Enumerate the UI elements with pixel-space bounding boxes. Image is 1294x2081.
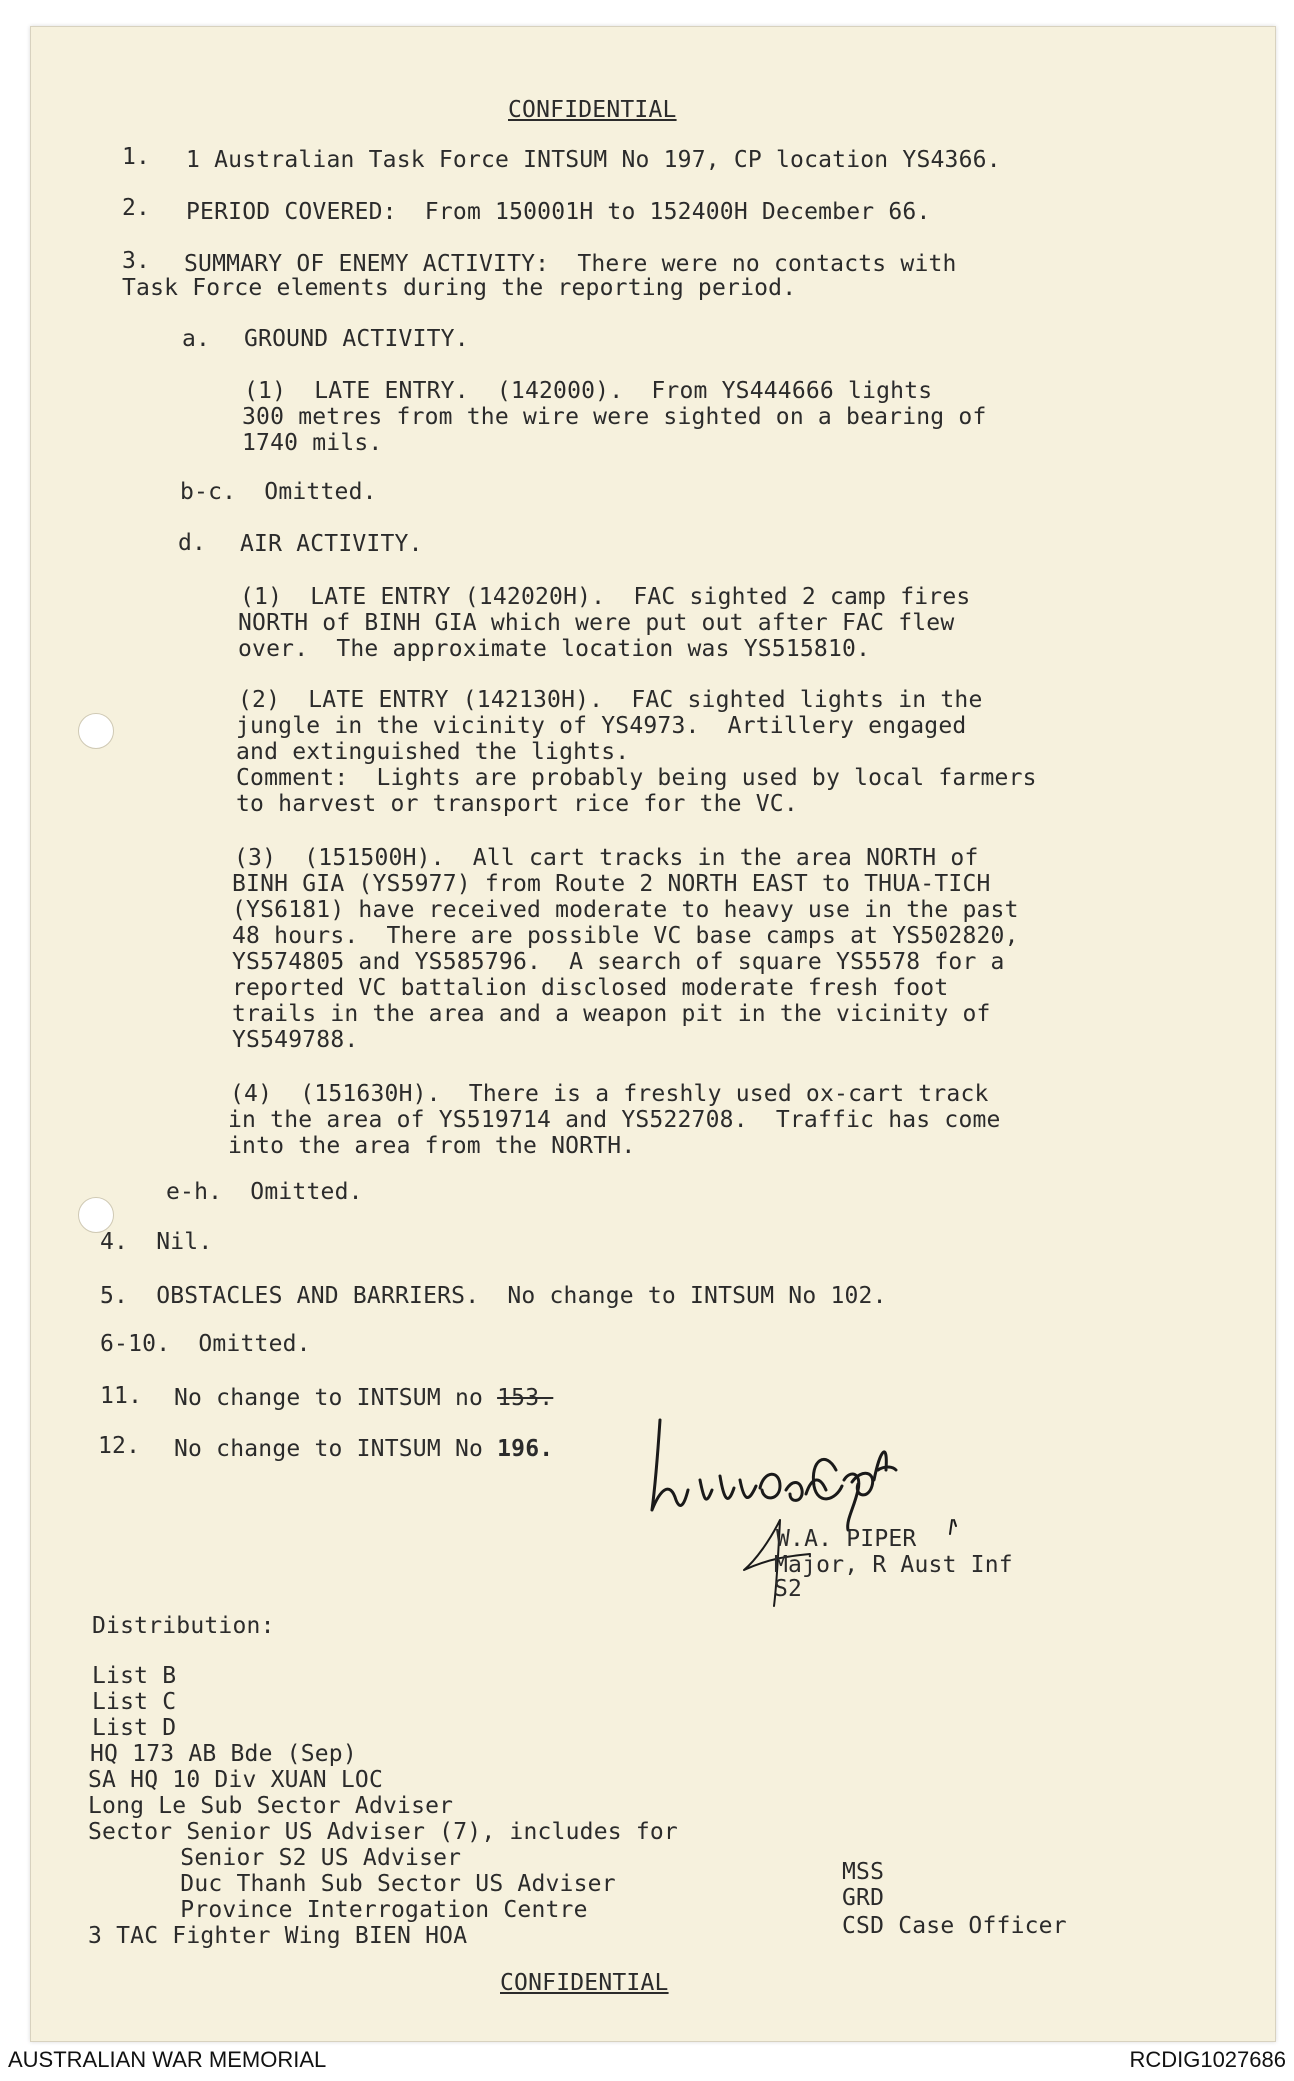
text-line: YS549788. [232,1027,359,1053]
text-line: BINH GIA (YS5977) from Route 2 NORTH EAST to THUA-TICH [232,871,991,897]
document-page [30,26,1276,2042]
list-item: Province Interrogation Centre [96,1897,588,1923]
text-line: YS574805 and YS585796. A search of square YS5578 for a [232,949,1005,975]
para-11-text [174,1386,553,1410]
para-4: 4. Nil. [100,1229,213,1255]
sub-d-label: d. [178,530,207,556]
distribution-title: Distribution: [92,1613,275,1639]
para-2-text: PERIOD COVERED: From 150001H to 152400H December 66. [186,199,931,225]
para-3-line1: SUMMARY OF ENEMY ACTIVITY: There were no contacts with [184,251,957,277]
confidential-footer: CONFIDENTIAL [500,1970,669,1996]
signatory-rank: Major, R Aust Inf [774,1552,1013,1578]
record-id: RCDIG1027686 [1129,2047,1286,2072]
para-12-body: No change to INTSUM No [174,1436,498,1462]
para-12-text [174,1437,553,1461]
para-6-10: 6-10. Omitted. [100,1331,311,1357]
para-12-number: 12. [98,1433,141,1459]
sub-d-title: AIR ACTIVITY. [240,531,423,557]
punch-hole-bottom [78,1197,114,1233]
text-line: jungle in the vicinity of YS4973. Artillery engaged [236,713,967,739]
list-item: List B [92,1663,177,1689]
text-line: (1) LATE ENTRY. (142000). From YS444666 lights [244,378,933,404]
list-item: Sector Senior US Adviser (7), includes for [88,1819,678,1845]
list-item: CSD Case Officer [842,1913,1067,1939]
text-line: reported VC battalion disclosed moderate fresh foot [232,975,949,1001]
text-line: (4) (151630H). There is a freshly used ox-cart track [230,1081,989,1107]
para-11-number: 11. [100,1383,143,1409]
para-12-ref: 196. [497,1436,554,1462]
list-item: List D [92,1715,177,1741]
list-item: SA HQ 10 Div XUAN LOC [88,1767,383,1793]
punch-hole-top [78,713,114,749]
text-line: 1740 mils. [242,430,383,456]
sub-a-label: a. [182,326,211,352]
list-item: HQ 173 AB Bde (Sep) [90,1741,357,1767]
text-line: and extinguished the lights. [236,739,630,765]
list-item: GRD [842,1885,885,1911]
list-item: Duc Thanh Sub Sector US Adviser [96,1871,616,1897]
text-line: (1) LATE ENTRY (142020H). FAC sighted 2 camp fires [240,584,971,610]
para-5: 5. OBSTACLES AND BARRIERS. No change to INTSUM No 102. [100,1283,887,1309]
sub-b-c: b-c. Omitted. [180,479,377,505]
text-line: into the area from the NORTH. [228,1133,636,1159]
text-line: 48 hours. There are possible VC base camps at YS502820, [232,923,1019,949]
text-line: in the area of YS519714 and YS522708. Traffic has come [228,1107,1001,1133]
para-3-line2: Task Force elements during the reporting period. [122,275,797,301]
text-line: Comment: Lights are probably being used by local farmers [236,765,1037,791]
para-2-number: 2. [122,195,151,221]
list-item: 3 TAC Fighter Wing BIEN HOA [88,1923,468,1949]
text-line: (YS6181) have received moderate to heavy use in the past [232,897,1019,923]
list-item: Senior S2 US Adviser [96,1845,462,1871]
sub-a-title: GROUND ACTIVITY. [244,326,469,352]
text-line: NORTH of BINH GIA which were put out after FAC flew [238,610,955,636]
para-1-number: 1. [122,144,151,170]
para-3-number: 3. [122,248,151,274]
handwritten-signature [640,1410,1020,1610]
text-line: trails in the area and a weapon pit in the vicinity of [232,1001,991,1027]
para-1-text: 1 Australian Task Force INTSUM No 197, CP location YS4366. [186,147,1001,173]
list-item: List C [92,1689,177,1715]
text-line: (3) (151500H). All cart tracks in the area NORTH of [234,845,979,871]
text-line: to harvest or transport rice for the VC. [236,791,798,817]
signatory-name: W.A. PIPER [776,1526,917,1552]
text-line: over. The approximate location was YS515810. [238,636,871,662]
para-11-ref: 153. [497,1385,554,1411]
list-item: MSS [842,1859,885,1885]
list-item: Long Le Sub Sector Adviser [88,1793,454,1819]
confidential-header: CONFIDENTIAL [508,97,677,123]
sub-e-h: e-h. Omitted. [166,1179,363,1205]
archive-credit: AUSTRALIAN WAR MEMORIAL [8,2047,327,2072]
para-11-body: No change to INTSUM no [174,1385,498,1411]
text-line: (2) LATE ENTRY (142130H). FAC sighted lights in the [238,687,983,713]
signatory-role: S2 [774,1576,803,1602]
text-line: 300 metres from the wire were sighted on a bearing of [242,404,987,430]
